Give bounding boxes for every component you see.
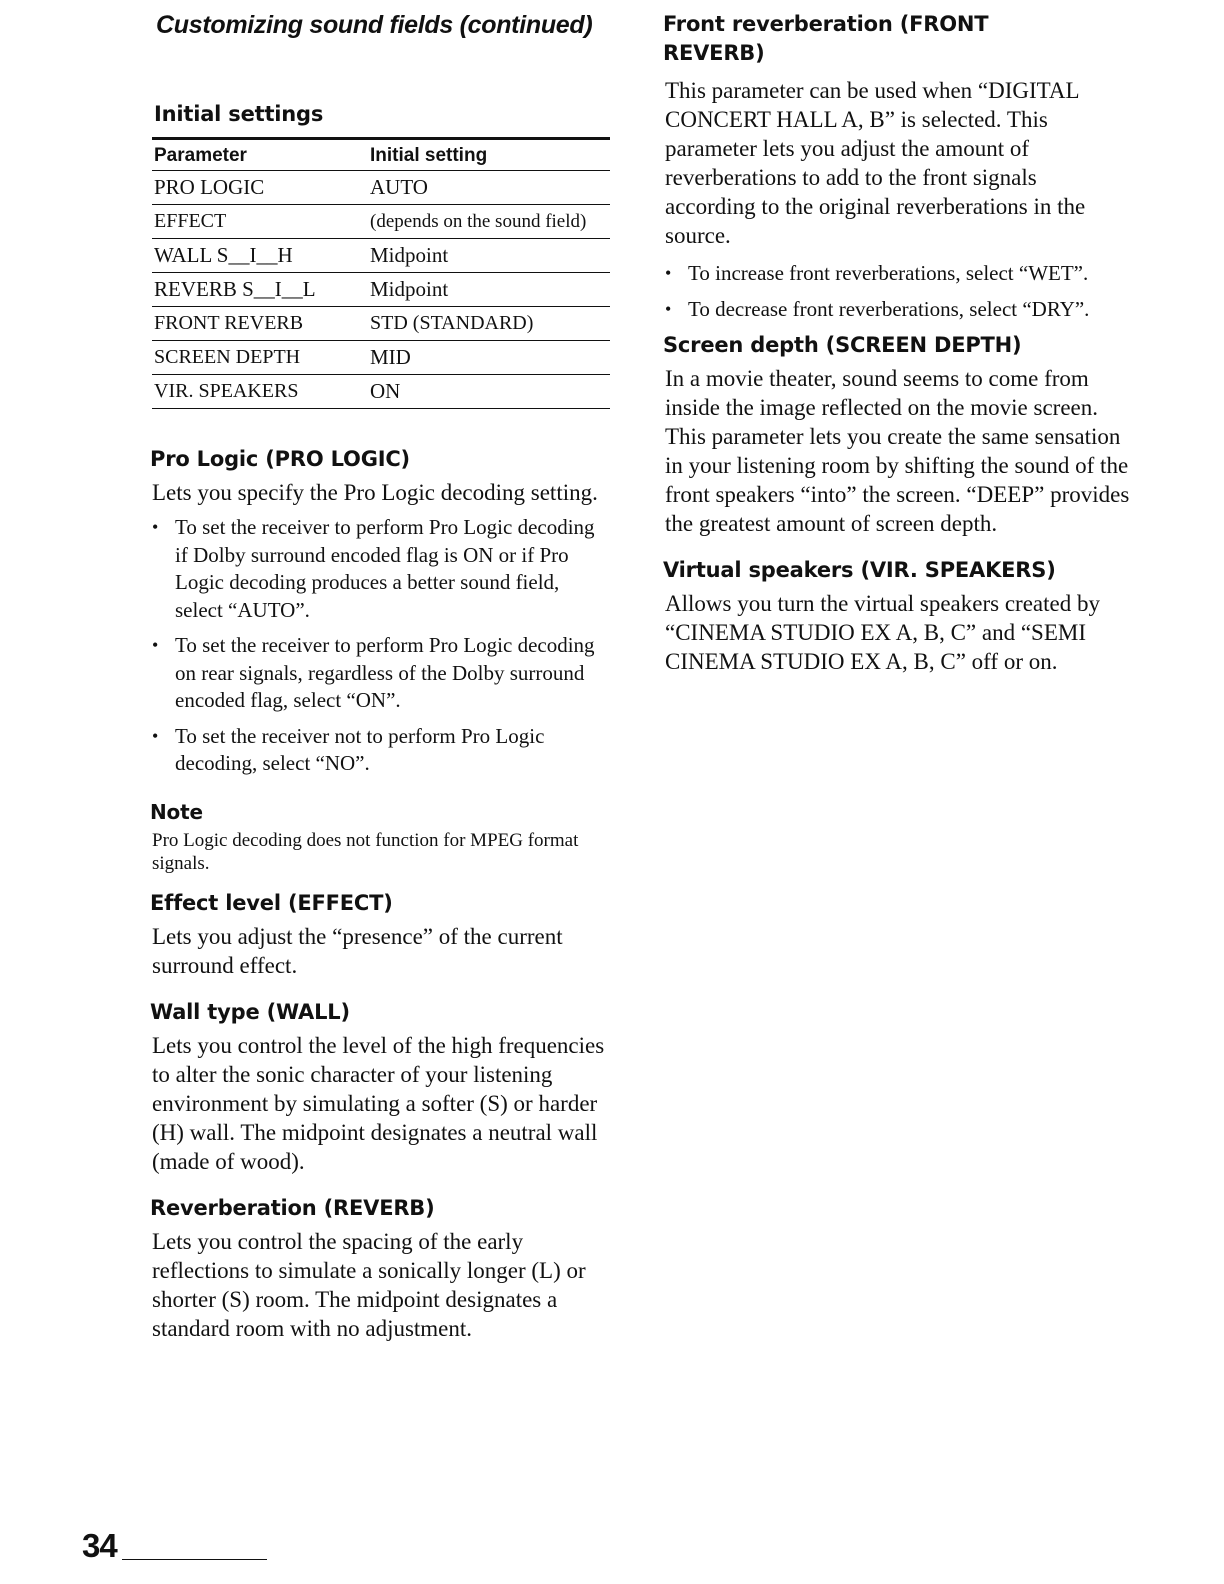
pro-logic-bullets xyxy=(150,514,610,778)
table-row xyxy=(152,375,610,409)
left-column xyxy=(150,8,610,1343)
front-reverb-heading: Front reverberation (FRONT REVERB) xyxy=(663,12,989,65)
reverb-heading: Reverberation (REVERB) xyxy=(150,1195,435,1220)
effect-heading: Effect level (EFFECT) xyxy=(150,890,393,915)
table-cell-parameter: FRONT REVERB xyxy=(152,307,368,341)
wall-heading: Wall type (WALL) xyxy=(150,999,350,1024)
table-row xyxy=(152,341,610,375)
effect-body: Lets you adjust the “presence” of the current surround effect. xyxy=(152,923,563,978)
screen-depth-body: In a movie theater, sound seems to come from inside the image reflected on the movie screen. This parameter lets you create the same sensation in your listening room by shifting the sound of the front speakers “into” the screen. “DEEP” provides the greatest amount of screen depth. xyxy=(665,366,1130,536)
pro-logic-body: Lets you specify the Pro Logic decoding setting. xyxy=(152,480,598,505)
table-row xyxy=(152,307,610,341)
reverb-body: Lets you control the spacing of the early reflections to simulate a sonically longer (L) or shorter (S) room. The midpoint designates a standard room with no adjustment. xyxy=(152,1228,586,1341)
virtual-speakers-body: Allows you turn the virtual speakers created by “CINEMA STUDIO EX A, B, C” and “SEMI CINEMA STUDIO EX A, B, C” off or on. xyxy=(665,591,1100,674)
front-reverb-bullets xyxy=(663,260,1133,323)
table-cell-value: AUTO xyxy=(368,171,610,205)
list-item: • To set the receiver to perform Pro Logic decoding on rear signals, regardless of the Dolby surround encoded flag, select “ON”. xyxy=(150,632,610,715)
table-row xyxy=(152,239,610,273)
page-number-rule xyxy=(122,1559,267,1560)
pro-logic-heading: Pro Logic (PRO LOGIC) xyxy=(150,447,410,471)
virtual-speakers-heading: Virtual speakers (VIR. SPEAKERS) xyxy=(663,558,1056,582)
list-item: • To increase front reverberations, select “WET”. xyxy=(663,260,1133,288)
table-cell-parameter: PRO LOGIC xyxy=(152,171,368,205)
running-head: Customizing sound fields (continued) xyxy=(156,11,593,39)
list-item: • To set the receiver to perform Pro Logic decoding if Dolby surround encoded flag is ON or if Pro Logic decoding produces a better sound field, select “AUTO”. xyxy=(150,514,610,624)
screen-depth-heading: Screen depth (SCREEN DEPTH) xyxy=(663,333,1022,357)
initial-settings-table xyxy=(152,137,610,409)
table-cell-parameter: EFFECT xyxy=(152,205,368,239)
table-cell-parameter: WALL S__I__H xyxy=(152,239,368,273)
table-row xyxy=(152,205,610,239)
page-number: 34 xyxy=(82,1527,117,1564)
list-item: • To decrease front reverberations, select “DRY”. xyxy=(663,296,1133,324)
table-row xyxy=(152,273,610,307)
front-reverb-body: This parameter can be used when “DIGITAL CONCERT HALL A, B” is selected. This parameter lets you adjust the amount of reverberations to add to the front signals according to the original reverberations in the source. xyxy=(665,78,1086,248)
table-row xyxy=(152,171,610,205)
table-cell-value: Midpoint xyxy=(368,239,610,273)
table-cell-value: STD (STANDARD) xyxy=(368,307,610,341)
table-header-row xyxy=(152,139,610,171)
table-cell-parameter: SCREEN DEPTH xyxy=(152,341,368,375)
column-header-initial-setting: Initial setting xyxy=(368,139,610,171)
table-cell-parameter: REVERB S__I__L xyxy=(152,273,368,307)
note-body: Pro Logic decoding does not function for MPEG format signals. xyxy=(152,829,579,874)
note-heading: Note xyxy=(150,799,203,824)
table-cell-value: (depends on the sound field) xyxy=(368,205,610,239)
wall-body: Lets you control the level of the high frequencies to alter the sonic character of your listening environment by simulating a softer (S) or harder (H) wall. The midpoint designates a neutral wall (made of wood). xyxy=(152,1032,605,1174)
column-header-parameter: Parameter xyxy=(152,139,368,171)
right-column xyxy=(663,10,1133,676)
list-item: • To set the receiver not to perform Pro Logic decoding, select “NO”. xyxy=(150,723,610,778)
table-cell-value: ON xyxy=(368,375,610,409)
table-cell-parameter: VIR. SPEAKERS xyxy=(152,375,368,409)
table-cell-value: MID xyxy=(368,341,610,375)
table-cell-value: Midpoint xyxy=(368,273,610,307)
initial-settings-heading: Initial settings xyxy=(154,102,324,126)
